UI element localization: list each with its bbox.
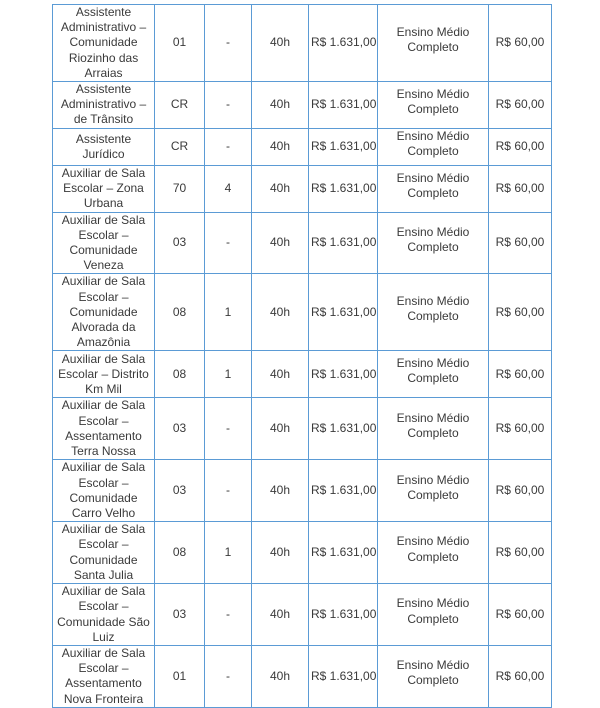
escolaridade-cell: Ensino Médio Completo [378,5,489,82]
vencimento-cell: R$ 1.631,00 [309,460,378,522]
cargo-cell: Assistente Administrativo – de Trânsito [53,82,155,129]
vacancies-table-body [53,5,552,708]
vagas-cell: 08 [155,274,205,351]
vencimento-cell: R$ 1.631,00 [309,398,378,460]
escolaridade-cell: Ensino Médio Completo [378,522,489,584]
cargo-cell: Auxiliar de Sala Escolar – Comunidade São Luiz [53,584,155,646]
vagas-cell: 03 [155,460,205,522]
cargo-cell: Auxiliar de Sala Escolar – Comunidade Veneza [53,212,155,274]
carga-horaria-cell: 40h [252,522,309,584]
escolaridade-cell: Ensino Médio Completo [378,274,489,351]
cargo-cell: Auxiliar de Sala Escolar – Comunidade Alvorada da Amazônia [53,274,155,351]
escolaridade-cell: Ensino Médio Completo [378,82,489,129]
pcd-cell: - [205,212,252,274]
taxa-inscricao-cell: R$ 60,00 [489,128,552,165]
cargo-cell: Auxiliar de Sala Escolar – Distrito Km Mil [53,351,155,398]
vencimento-cell: R$ 1.631,00 [309,128,378,165]
carga-horaria-cell: 40h [252,645,309,707]
cargo-cell: Assistente Administrativo – Comunidade Riozinho das Arraias [53,5,155,82]
vencimento-cell: R$ 1.631,00 [309,584,378,646]
vagas-cell: 01 [155,5,205,82]
table-row [53,645,552,707]
table-row [53,166,552,213]
vagas-cell: 01 [155,645,205,707]
vagas-cell: 03 [155,584,205,646]
escolaridade-cell: Ensino Médio Completo [378,351,489,398]
carga-horaria-cell: 40h [252,398,309,460]
pcd-cell: - [205,82,252,129]
cargo-cell: Auxiliar de Sala Escolar – Comunidade Carro Velho [53,460,155,522]
pcd-cell: - [205,398,252,460]
vencimento-cell: R$ 1.631,00 [309,351,378,398]
vencimento-cell: R$ 1.631,00 [309,5,378,82]
vacancies-table [52,4,552,708]
pcd-cell: - [205,645,252,707]
pcd-cell: - [205,584,252,646]
table-row [53,274,552,351]
vencimento-cell: R$ 1.631,00 [309,166,378,213]
carga-horaria-cell: 40h [252,460,309,522]
taxa-inscricao-cell: R$ 60,00 [489,460,552,522]
table-row [53,212,552,274]
table-row [53,398,552,460]
taxa-inscricao-cell: R$ 60,00 [489,82,552,129]
carga-horaria-cell: 40h [252,584,309,646]
taxa-inscricao-cell: R$ 60,00 [489,398,552,460]
pcd-cell: - [205,5,252,82]
cargo-cell: Auxiliar de Sala Escolar – Comunidade Santa Julia [53,522,155,584]
vagas-cell: 70 [155,166,205,213]
pcd-cell: 4 [205,166,252,213]
table-row [53,460,552,522]
escolaridade-cell: Ensino Médio Completo [378,584,489,646]
vencimento-cell: R$ 1.631,00 [309,212,378,274]
vagas-cell: 03 [155,398,205,460]
carga-horaria-cell: 40h [252,274,309,351]
table-row [53,584,552,646]
cargo-cell: Auxiliar de Sala Escolar – Assentamento Terra Nossa [53,398,155,460]
cargo-cell: Auxiliar de Sala Escolar – Zona Urbana [53,166,155,213]
escolaridade-cell: Ensino Médio Completo [378,212,489,274]
escolaridade-cell: Ensino Médio Completo [378,645,489,707]
table-row [53,82,552,129]
table-row [53,522,552,584]
taxa-inscricao-cell: R$ 60,00 [489,5,552,82]
pcd-cell: - [205,460,252,522]
vencimento-cell: R$ 1.631,00 [309,522,378,584]
carga-horaria-cell: 40h [252,166,309,213]
taxa-inscricao-cell: R$ 60,00 [489,212,552,274]
table-row [53,128,552,165]
escolaridade-cell: Ensino Médio Completo [378,460,489,522]
escolaridade-cell: Ensino Médio Completo [378,398,489,460]
carga-horaria-cell: 40h [252,5,309,82]
vencimento-cell: R$ 1.631,00 [309,274,378,351]
taxa-inscricao-cell: R$ 60,00 [489,584,552,646]
escolaridade-cell: Ensino Médio Completo [378,166,489,213]
vagas-cell: CR [155,82,205,129]
carga-horaria-cell: 40h [252,212,309,274]
vagas-cell: 08 [155,522,205,584]
vagas-cell: 08 [155,351,205,398]
cargo-cell: Assistente Jurídico [53,128,155,165]
taxa-inscricao-cell: R$ 60,00 [489,166,552,213]
escolaridade-cell: Ensino Médio Completo [378,128,489,165]
vagas-cell: CR [155,128,205,165]
carga-horaria-cell: 40h [252,82,309,129]
pcd-cell: 1 [205,522,252,584]
cargo-cell: Auxiliar de Sala Escolar – Assentamento Nova Fronteira [53,645,155,707]
taxa-inscricao-cell: R$ 60,00 [489,351,552,398]
taxa-inscricao-cell: R$ 60,00 [489,645,552,707]
vencimento-cell: R$ 1.631,00 [309,82,378,129]
vagas-cell: 03 [155,212,205,274]
pcd-cell: - [205,128,252,165]
pcd-cell: 1 [205,351,252,398]
carga-horaria-cell: 40h [252,128,309,165]
pcd-cell: 1 [205,274,252,351]
vencimento-cell: R$ 1.631,00 [309,645,378,707]
taxa-inscricao-cell: R$ 60,00 [489,522,552,584]
table-row [53,351,552,398]
carga-horaria-cell: 40h [252,351,309,398]
table-row [53,5,552,82]
taxa-inscricao-cell: R$ 60,00 [489,274,552,351]
